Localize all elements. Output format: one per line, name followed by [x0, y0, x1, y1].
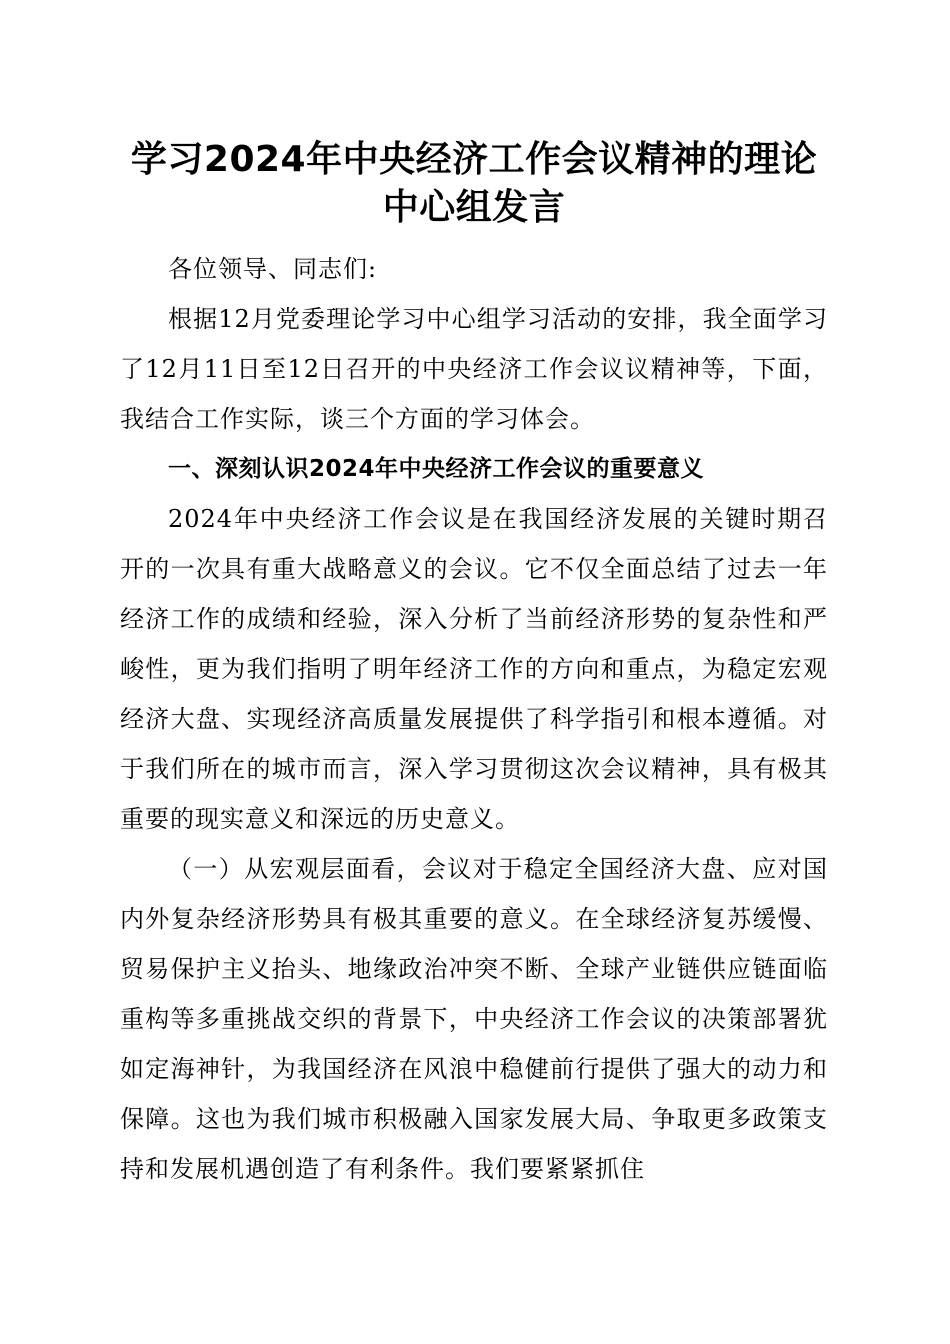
document-page — [120, 136, 828, 1194]
document-title: 学习2024年中央经济工作会议精神的理论中心组发言 — [130, 139, 818, 228]
salutation: 各位领导、同志们: — [168, 255, 378, 283]
intro-paragraph: 根据12月党委理论学习中心组学习活动的安排，我全面学习了12月11日至12日召开的中央经济工作会议议精神等，下面，我结合工作实际，谈三个方面的学习体会。 — [120, 305, 828, 433]
body-paragraph: （一）从宏观层面看，会议对于稳定全国经济大盘、应对国内外复杂经济形势具有极其重要的意义。在全球经济复苏缓慢、贸易保护主义抬头、地缘政治冲突不断、全球产业链供应链面临重构等多重挑战交织的背景下，中央经济工作会议的决策部署犹如定海神针，为我国经济在风浪中稳健前行提供了强大的动力和保障。这也为我们城市积极融入国家发展大局、争取更多政策支持和发展机遇创造了有利条件。我们要紧紧抓住 — [120, 855, 828, 1183]
section-heading: 一、深刻认识2024年中央经济工作会议的重要意义 — [168, 456, 705, 482]
body-paragraph: 2024年中央经济工作会议是在我国经济发展的关键时期召开的一次具有重大战略意义的会议。它不仅全面总结了过去一年经济工作的成绩和经验，深入分析了当前经济形势的复杂性和严峻性，更为我们指明了明年经济工作的方向和重点，为稳定宏观经济大盘、实现经济高质量发展提供了科学指引和根本遵循。对于我们所在的城市而言，深入学习贯彻这次会议精神，具有极其重要的现实意义和深远的历史意义。 — [120, 505, 828, 833]
